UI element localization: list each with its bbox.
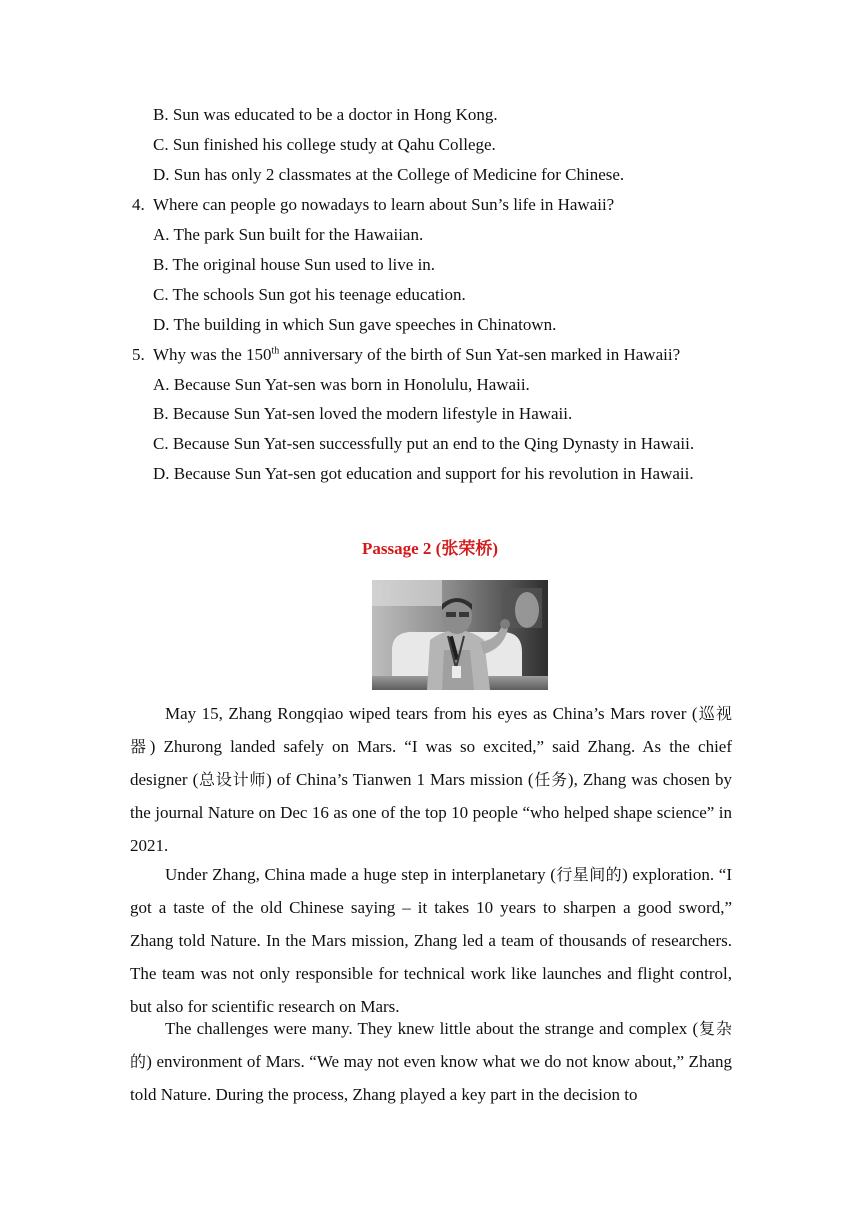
q5-option-d: D. Because Sun Yat-sen got education and support for his revolution in Hawaii. [153,464,694,483]
q4-number: 4. [132,195,145,214]
q5-text-before: Why was the 150 [153,345,272,364]
q4-text: Where can people go nowadays to learn about Sun’s life in Hawaii? [153,195,615,214]
p1-gloss-0: 巡视器 [130,704,732,756]
q4-option-a: A. The park Sun built for the Hawaiian. [153,225,424,244]
portrait-illustration [372,580,548,690]
q5-text [153,345,680,365]
p1-part-2: ) Zhurong landed safely on Mars. “I was so excited,” said Zhang. As the chief designer ( [130,737,732,789]
p2-part-2: ) exploration. “I got a taste of the old Chinese saying – it takes 10 years to sharpen a good sword,” Zhang told Nature. In the Mars mission, Zhang led a team of thousands of researchers. The team was not only responsible for technical work like launches and flight control, but also for scientific research on Mars. [130,865,732,1016]
q5-option-a: A. Because Sun Yat-sen was born in Honolulu, Hawaii. [153,375,530,394]
p3-part-0: The challenges were many. They knew little about the strange and complex ( [165,1019,699,1038]
passage-photo [372,580,548,690]
q3-option-d: D. Sun has only 2 classmates at the College of Medicine for Chinese. [153,165,625,184]
q5-number: 5. [132,345,145,364]
p3-gloss-0: 复杂的 [130,1019,732,1071]
passage-title: Passage 2 (张荣桥) [362,539,498,558]
q5-option-c: C. Because Sun Yat-sen successfully put an end to the Qing Dynasty in Hawaii. [153,434,695,453]
p1-part-6: ), Zhang was chosen by the journal Nature on Dec 16 as one of the top 10 people “who helped shape science” in 2021. [130,770,732,855]
q5-text-sup: th [271,345,280,357]
q3-option-c: C. Sun finished his college study at Qahu College. [153,135,496,154]
paragraph-1 [130,697,732,862]
q4-option-c: C. The schools Sun got his teenage education. [153,285,466,304]
p2-gloss-0: 行星间的 [555,865,623,884]
p1-gloss-1: 总设计师 [198,770,267,789]
p1-part-4: ) of China’s Tianwen 1 Mars mission ( [266,770,534,789]
p1-gloss-2: 任务 [533,770,568,789]
q3-option-b: B. Sun was educated to be a doctor in Hong Kong. [153,105,498,124]
p2-part-0: Under Zhang, China made a huge step in interplanetary ( [165,865,556,884]
q5-option-b: B. Because Sun Yat-sen loved the modern lifestyle in Hawaii. [153,404,573,423]
paragraph-3 [130,1012,732,1111]
q4-option-d: D. The building in which Sun gave speeches in Chinatown. [153,315,557,334]
p3-part-2: ) environment of Mars. “We may not even know what we do not know about,” Zhang told Nature. During the process, Zhang played a key part in the decision to [130,1052,732,1104]
paragraph-2 [130,858,732,1023]
p1-part-0: May 15, Zhang Rongqiao wiped tears from his eyes as China’s Mars rover ( [165,704,698,723]
q5-text-after: anniversary of the birth of Sun Yat-sen marked in Hawaii? [279,345,681,364]
q4-option-b: B. The original house Sun used to live in. [153,255,436,274]
